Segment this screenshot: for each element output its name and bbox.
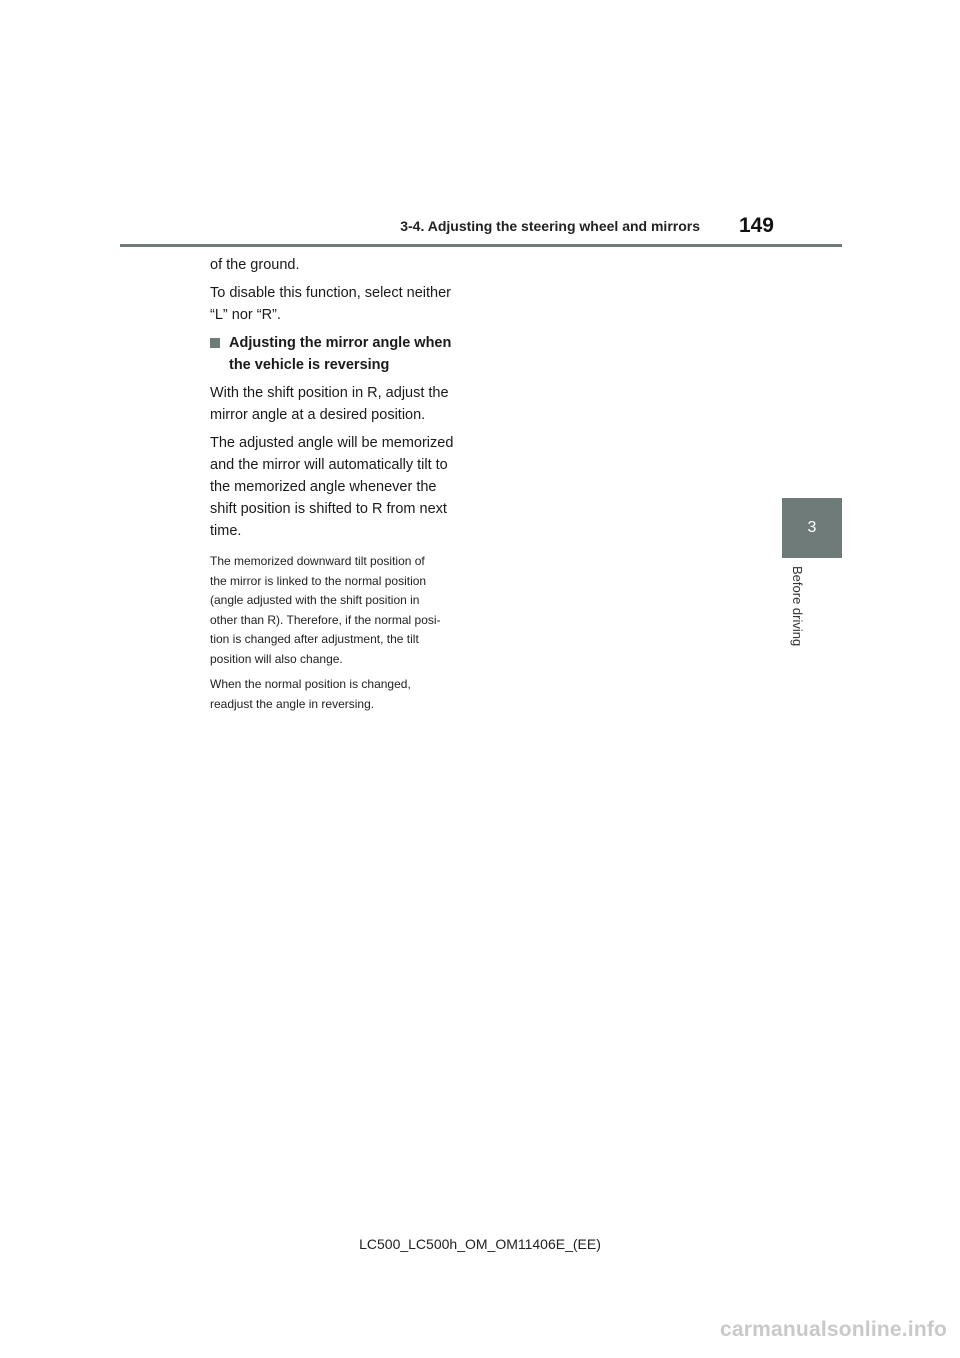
document-code: LC500_LC500h_OM_OM11406E_(EE)	[359, 1236, 601, 1252]
paragraph-adjust-angle: With the shift position in R, adjust the mirror angle at a desired position.	[210, 385, 449, 423]
note-readjust: When the normal position is changed, readjust the angle in reversing.	[210, 677, 411, 711]
page-header	[120, 214, 842, 244]
main-content	[210, 254, 472, 720]
paragraph-memorized-angle: The adjusted angle will be memorized and the mirror will automatically tilt to the memorized angle whenever the shift position is shifted to R from next time.	[210, 435, 454, 539]
paragraph-continuation: of the ground.	[210, 257, 300, 273]
chapter-title: Before driving	[790, 566, 805, 647]
chapter-tab	[782, 498, 842, 558]
page-number: 149	[738, 214, 774, 237]
note-linked-position: The memorized downward tilt position of the mirror is linked to the normal position (angle adjusted with the shift position in other than R). Therefore, if the normal posi- tion is changed after adjustment, the tilt position will also change.	[210, 554, 441, 666]
watermark-text: carmanualsonline.info	[720, 1318, 948, 1341]
subsection-heading: Adjusting the mirror angle when the vehicle is reversing	[210, 332, 472, 376]
chapter-number: 3	[807, 519, 817, 536]
paragraph-disable-function: To disable this function, select neither “L” nor “R”.	[210, 285, 451, 323]
square-bullet-icon	[210, 338, 220, 348]
header-divider	[120, 244, 842, 247]
section-title: 3-4. Adjusting the steering wheel and mirrors	[400, 218, 700, 234]
